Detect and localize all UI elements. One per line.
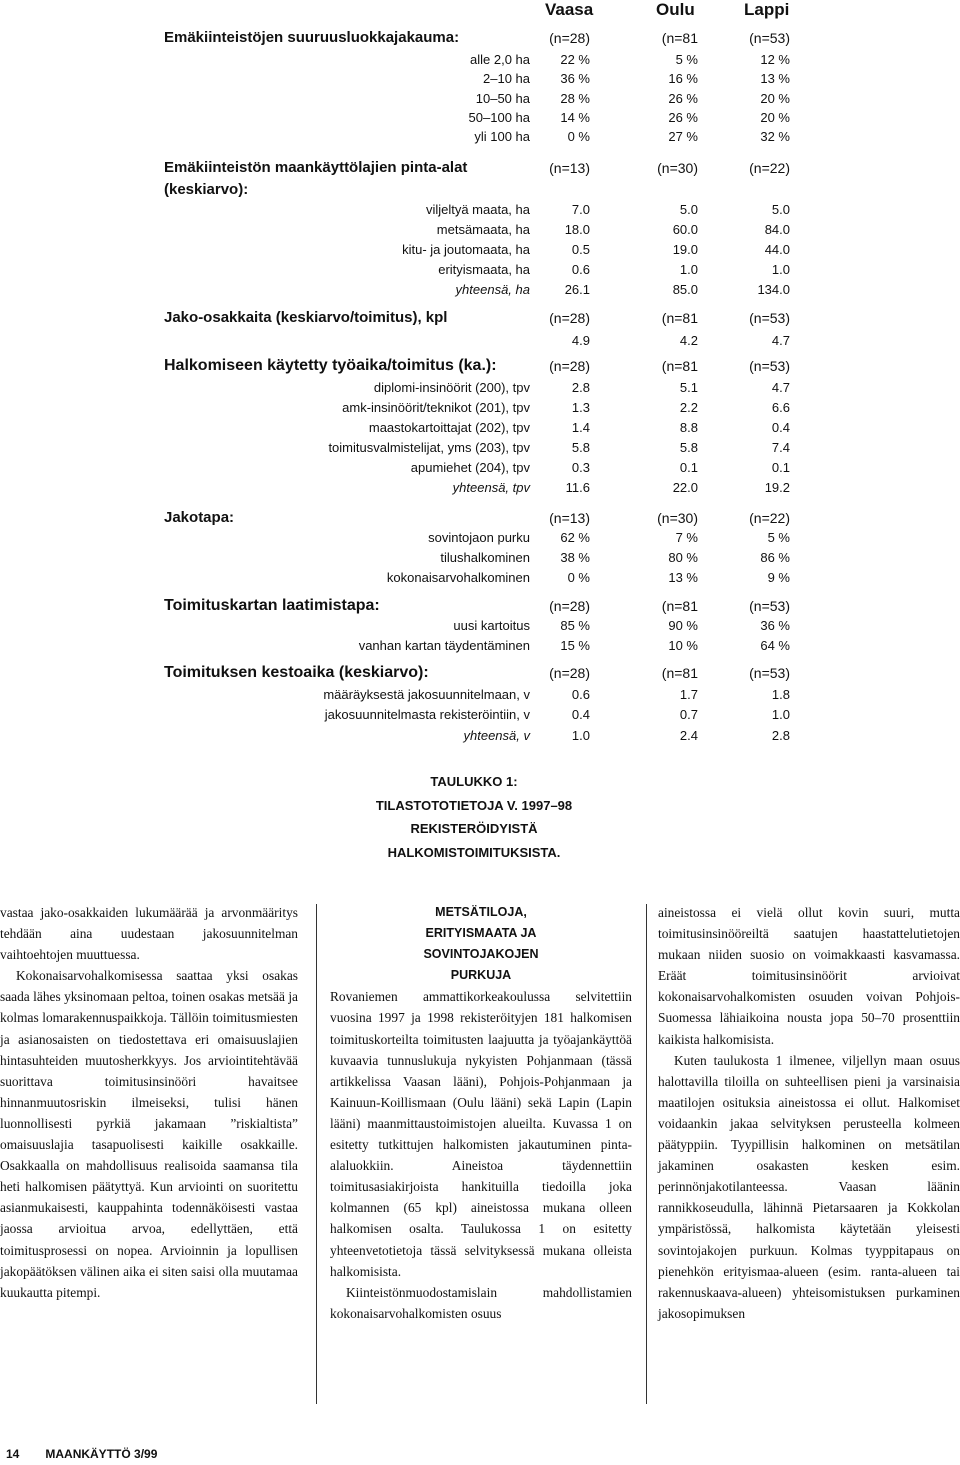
n-count: (n=81 — [661, 358, 698, 374]
row-label: kitu- ja joutomaata, ha — [402, 242, 530, 257]
section-title: Jako-osakkaita (keskiarvo/toimitus), kpl — [164, 309, 448, 326]
cell-value: 2.8 — [571, 380, 590, 395]
cell-value: 90 % — [668, 618, 698, 633]
section-title: Emäkiinteistöjen suuruusluokkajakauma: — [164, 29, 460, 46]
section-title: Emäkiinteistön maankäyttölajien pinta-alat — [164, 159, 468, 176]
n-count: (n=53) — [749, 30, 790, 46]
page-footer — [6, 1447, 183, 1461]
row-label: uusi kartoitus — [453, 618, 530, 633]
cell-value: 1.7 — [679, 687, 698, 702]
row-label-total: yhteensä, v — [463, 728, 530, 743]
row-label: jakosuunnitelmasta rekisteröintiin, v — [324, 707, 530, 722]
cell-value: 22.0 — [672, 480, 698, 495]
table-caption — [0, 770, 960, 864]
cell-value: 5.1 — [679, 380, 698, 395]
subheading-line: METSÄTILOJA, — [435, 905, 527, 919]
n-count: (n=53) — [749, 598, 790, 614]
section-title: Halkomiseen käytetty työaika/toimitus (ka.): — [164, 357, 497, 374]
row-label: amk-insinöörit/teknikot (201), tpv — [342, 400, 530, 415]
cell-value: 0.1 — [771, 460, 790, 475]
row-label: toimitusvalmistelijat, yms (203), tpv — [328, 440, 530, 455]
n-count: (n=28) — [549, 310, 590, 326]
cell-value: 1.4 — [571, 420, 590, 435]
subheading-line: PURKUJA — [450, 968, 512, 983]
text-column-3 — [658, 902, 960, 1324]
cell-value: 86 % — [760, 550, 790, 565]
caption-line: TILASTOTOTIETOJA V. 1997–98 — [375, 797, 573, 813]
text-column-2 — [330, 902, 632, 1324]
cell-value: 8.8 — [679, 420, 698, 435]
cell-value: 1.3 — [571, 400, 590, 415]
cell-value: 1.0 — [771, 262, 790, 277]
column-divider — [646, 904, 647, 1404]
cell-value: 0.6 — [571, 262, 590, 277]
text-column-1 — [0, 902, 298, 1303]
n-count: (n=30) — [657, 160, 698, 176]
n-count: (n=28) — [549, 358, 590, 374]
paragraph: aineistossa ei vielä ollut kovin suuri, mutta toimitusinsinööreiltä saatujen haastattelutietojen mukaan niiden suosio on voimakkaasti kasvamassa. Eräät toimitusinsinöörit arvioivat kokonaisarvohalkomisten osuuden voivan Pohjois-Suomessa lähiaikoina nousta jopa 50–70 prosenttiin kaikista halkomisista. — [658, 905, 960, 1047]
row-label: 10–50 ha — [475, 91, 530, 106]
row-label: erityismaata, ha — [438, 262, 530, 277]
cell-value: 10 % — [668, 638, 698, 653]
cell-value: 4.9 — [571, 333, 590, 348]
cell-value: 7 % — [675, 530, 698, 545]
row-label: viljeltyä maata, ha — [425, 202, 530, 217]
cell-value: 26 % — [668, 110, 698, 125]
column-header-oulu: Oulu — [656, 0, 695, 19]
cell-value: 18.0 — [564, 222, 590, 237]
cell-value: 64 % — [760, 638, 790, 653]
cell-value: 5.0 — [679, 202, 698, 217]
row-label: sovintojaon purku — [428, 530, 530, 545]
cell-value: 2.4 — [679, 728, 698, 743]
cell-value: 36 % — [560, 71, 590, 86]
paragraph: Rovaniemen ammattikorkeakoulussa selvitettiin vuosina 1997 ja 1998 rekisteröityjen 181 halkomisen toimituskorteilta toimitusten laajuutta ja työajankäyttöä kuvaavia tunnuslukuja nykyisten Pohjanmaan (tässä artikkelissa Vaasan lääni), Pohjois-Pohjanmaan ja Kainuun-Koillismaan (Oulu lääni) sekä Lapin (Lapin lääni) maanmittaustoimistojen alueilta. Kuvassa 1 on esitetty tutkittujen halkomisten jakautuminen pinta-alaluokkiin. Aineistoa täydennettiin toimitusasiakirjoista hankituilla tiedoilla joka kolmannen (65 kpl) aineistossa mukana olleen halkomisen osalta. Taulukossa 1 on esitetty yhteenvetotietoja tässä selvityksessä mukana olleista halkomisista. — [330, 989, 632, 1279]
caption-line: REKISTERÖIDYISTÄ — [410, 821, 538, 836]
n-count: (n=53) — [749, 310, 790, 326]
cell-value: 13 % — [668, 570, 698, 585]
row-label: kokonaisarvohalkominen — [386, 570, 530, 585]
row-label: maastokartoittajat (202), tpv — [368, 420, 530, 435]
n-count: (n=53) — [749, 358, 790, 374]
row-label: diplomi-insinöörit (200), tpv — [373, 380, 530, 395]
cell-value: 1.8 — [771, 687, 790, 702]
cell-value: 5.0 — [771, 202, 790, 217]
cell-value: 5 % — [767, 530, 790, 545]
cell-value: 28 % — [560, 91, 590, 106]
cell-value: 4.7 — [771, 380, 790, 395]
cell-value: 4.2 — [679, 333, 698, 348]
section-title: Toimituskartan laatimistapa: — [164, 597, 380, 614]
cell-value: 20 % — [760, 91, 790, 106]
cell-value: 0.7 — [679, 707, 698, 722]
cell-value: 1.0 — [679, 262, 698, 277]
cell-value: 15 % — [560, 638, 590, 653]
cell-value: 85.0 — [672, 282, 698, 297]
cell-value: 0 % — [567, 570, 590, 585]
column-header-vaasa: Vaasa — [545, 0, 594, 19]
n-count: (n=81 — [661, 310, 698, 326]
cell-value: 26 % — [668, 91, 698, 106]
n-count: (n=13) — [549, 510, 590, 526]
n-count: (n=30) — [657, 510, 698, 526]
row-label: apumiehet (204), tpv — [410, 460, 530, 475]
paragraph: vastaa jako-osakkaiden lukumäärää ja arvonmääritys tehdään aina uudestaan jakosuunnitelman vaihtoehtojen muuttuessa. — [0, 905, 298, 963]
n-count: (n=28) — [549, 30, 590, 46]
journal-name: MAANKÄYTTÖ 3/99 — [45, 1447, 158, 1461]
row-label: yli 100 ha — [474, 129, 530, 144]
cell-value: 60.0 — [672, 222, 698, 237]
n-count: (n=81 — [661, 30, 698, 46]
caption-line: TAULUKKO 1: — [430, 774, 518, 789]
cell-value: 11.6 — [565, 480, 590, 495]
row-label: tilushalkominen — [440, 550, 530, 565]
paragraph: Kuten taulukosta 1 ilmenee, viljellyn maan osuus halottavilla tiloilla on suhteellisen pieni ja varsinaisia maatilojen osituksia aineistossa ei ollut. Halkomiset voidaankin jakaa selvityksen perusteella kolmeen päätyppiin. Tyypillisin halkominen on metsätilan jakaminen osakasten kesken esim. perinnönjakotilanteessa. Vaasan läänin rannikkoseudulla, lähinnä Pietarsaaren ja Kokkolan ympäristössä, halkomista käytetään yleisesti sovintojakojen purkuun. Kolmas tyyppitapaus on pienehkön erityismaa-alueen (esim. ranta-alueen tai rakennuskaava-alueen) yhteisomistuksen purkaminen jakosopimuksen — [658, 1052, 960, 1321]
n-count: (n=22) — [749, 510, 790, 526]
cell-value: 38 % — [560, 550, 590, 565]
cell-value: 9 % — [767, 570, 790, 585]
subheading-line: ERITYISMAATA JA — [425, 926, 537, 941]
cell-value: 5.8 — [679, 440, 698, 455]
cell-value: 5.8 — [571, 440, 590, 455]
cell-value: 0.3 — [571, 460, 590, 475]
cell-value: 4.7 — [771, 333, 790, 348]
cell-value: 2.2 — [679, 400, 698, 415]
cell-value: 62 % — [560, 530, 590, 545]
cell-value: 27 % — [668, 129, 698, 144]
cell-value: 36 % — [760, 618, 790, 633]
subheading — [330, 902, 632, 986]
cell-value: 134.0 — [757, 282, 790, 297]
row-label: 50–100 ha — [468, 110, 530, 125]
cell-value: 0.1 — [679, 460, 698, 475]
cell-value: 84.0 — [764, 222, 790, 237]
row-label-total: yhteensä, ha — [455, 282, 530, 297]
paragraph: Kiinteistönmuodostamislain mahdollistamien kokonaisarvohalkomisten osuus — [330, 1284, 632, 1321]
cell-value: 44.0 — [764, 242, 790, 257]
column-divider — [316, 904, 317, 1404]
cell-value: 7.4 — [771, 440, 790, 455]
subheading-line: SOVINTOJAKOJEN — [423, 947, 539, 962]
row-label-total: yhteensä, tpv — [452, 480, 530, 495]
cell-value: 6.6 — [771, 400, 790, 415]
cell-value: 19.0 — [672, 242, 698, 257]
cell-value: 16 % — [668, 71, 698, 86]
cell-value: 14 % — [560, 110, 590, 125]
n-count: (n=53) — [749, 665, 790, 681]
cell-value: 0 % — [567, 129, 590, 144]
cell-value: 0.6 — [571, 687, 590, 702]
row-label: alle 2,0 ha — [470, 52, 530, 67]
cell-value: 20 % — [760, 110, 790, 125]
section-title: Jakotapa: — [164, 509, 235, 526]
n-count: (n=81 — [661, 665, 698, 681]
caption-line: HALKOMISTOIMITUKSISTA. — [387, 844, 561, 860]
section-title-cont: (keskiarvo): — [164, 181, 249, 198]
cell-value: 0.4 — [771, 420, 790, 435]
cell-value: 2.8 — [771, 728, 790, 743]
row-label: 2–10 ha — [483, 71, 530, 86]
cell-value: 32 % — [760, 129, 790, 144]
cell-value: 1.0 — [771, 707, 790, 722]
paragraph: Kokonaisarvohalkomisessa saattaa yksi osakas saada lähes yksinomaan peltoa, toinen osakas metsää ja kolmas lomarakennuspaikkoja. Tällöin toimitusmiesten ja asianosaisten on tiedostettava eri omaisuuslajien hintasuhteiden muutosherkkyys. Jos arviointitehtävää suorittava toimitusinsinööri havaitsee hinnanmuutosriskin ilmeiseksi, tulisi hänen luonnollisesti pyrkiä jakamaan ”riskialtista” omaisuuslajia tasapuolisesti kaikille osakkaille. Osakkaalla on mahdollisuus realisoida saamansa tila heti halkomisen päätyttyä. Kun arviointi on suoritettu asianmukaisesti, kauppahinta todennäköisesti vastaa jaossa arvioitua arvoa, edellyttäen, että toimitusprosessi on nopea. Arvioinnin ja lopullisen jakopäätöksen välinen aika ei siten saisi olla muutamaa kuukautta pitempi. — [0, 968, 298, 1300]
section-title: Toimituksen kestoaika (keskiarvo): — [164, 664, 429, 681]
cell-value: 5 % — [675, 52, 698, 67]
row-label: vanhan kartan täydentäminen — [358, 638, 530, 653]
row-label: metsämaata, ha — [436, 222, 530, 237]
cell-value: 80 % — [668, 550, 698, 565]
column-header-lappi: Lappi — [744, 0, 790, 19]
n-count: (n=81 — [661, 598, 698, 614]
n-count: (n=28) — [549, 665, 590, 681]
cell-value: 0.5 — [571, 242, 590, 257]
n-count: (n=28) — [549, 598, 590, 614]
cell-value: 1.0 — [571, 728, 590, 743]
cell-value: 22 % — [560, 52, 590, 67]
cell-value: 85 % — [560, 618, 590, 633]
cell-value: 0.4 — [571, 707, 590, 722]
cell-value: 7.0 — [571, 202, 590, 217]
cell-value: 26.1 — [564, 282, 590, 297]
cell-value: 12 % — [760, 52, 790, 67]
cell-value: 13 % — [760, 71, 790, 86]
n-count: (n=22) — [749, 160, 790, 176]
row-label: määräyksestä jakosuunnitelmaan, v — [323, 687, 530, 702]
cell-value: 19.2 — [764, 480, 790, 495]
page-number: 14 — [6, 1447, 20, 1461]
n-count: (n=13) — [549, 160, 590, 176]
